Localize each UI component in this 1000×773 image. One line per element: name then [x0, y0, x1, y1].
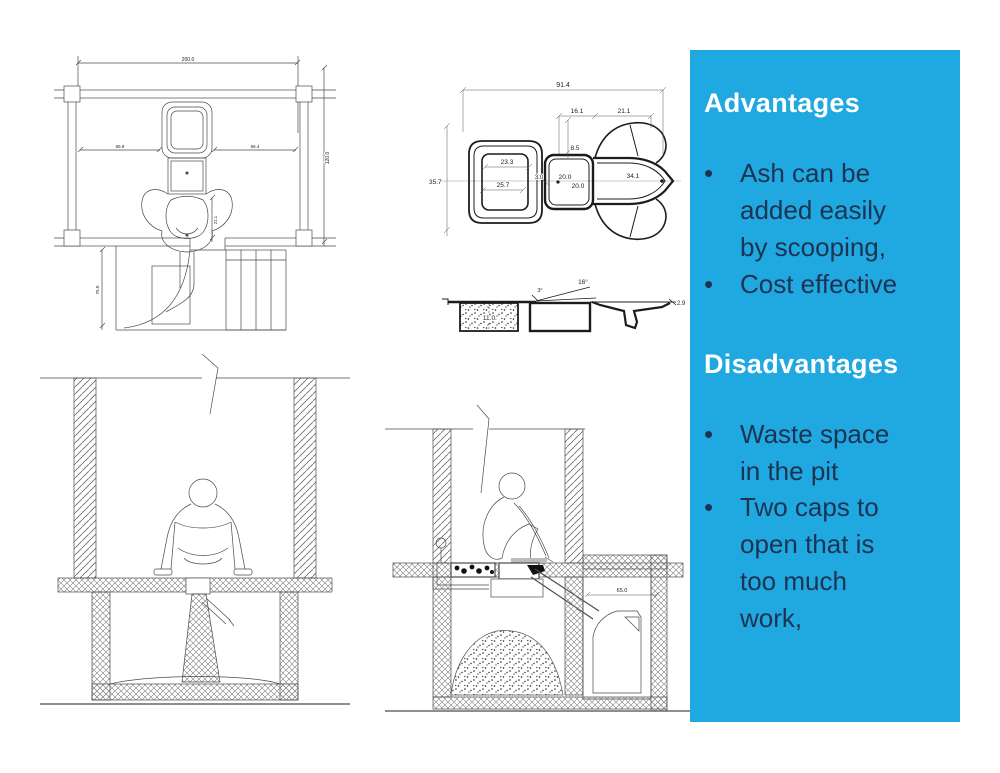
dim-pan-overall-height: 35.7: [429, 179, 442, 186]
under-slab-chamber: [491, 579, 543, 597]
disadvantages-title: Disadvantages: [704, 348, 899, 379]
dim-pan-hole-width: 20.0: [558, 174, 572, 181]
person-squatting: [483, 473, 553, 563]
dim-chamber-width: 65.0: [616, 588, 628, 594]
drop-hole-box: [530, 303, 590, 331]
pit-floor: [433, 697, 667, 709]
floorplan-drawing: [40, 38, 350, 338]
pan-profile: [592, 302, 670, 328]
advantages-panel: [690, 50, 960, 722]
dim-pan-gap: 3.0: [534, 175, 544, 181]
advantage-item-text: Cost effective: [740, 268, 898, 299]
drop-chute: [182, 594, 220, 682]
break-line: [202, 354, 218, 414]
disadvantage-item-text: Two caps to open that is too much work,: [740, 492, 879, 634]
dim-pan-hole-height: 20.0: [571, 183, 585, 190]
dim-pan-cap-height: 25.7: [496, 182, 510, 189]
list-item: [704, 416, 944, 490]
toilet-plan: [142, 102, 233, 252]
section-standing-drawing: [40, 352, 350, 720]
disadvantages-list: [704, 416, 944, 637]
dim-floorplan-door: 21.1: [213, 215, 218, 225]
person-head: [189, 479, 217, 507]
bullet-icon: •: [704, 418, 714, 449]
wall-right: [565, 429, 583, 563]
dim-section-angle: 16°: [578, 279, 588, 286]
dim-floorplan-left: 65.9: [115, 144, 125, 149]
bullet-icon: •: [704, 492, 714, 523]
advantages-list: [704, 155, 944, 303]
bullet-icon: •: [704, 158, 714, 188]
dim-pan-wing-top: 21.1: [617, 108, 631, 115]
list-item: [704, 266, 944, 303]
pan-in-slab: [186, 578, 210, 594]
dim-section-ash: 11.0: [482, 315, 496, 322]
pit-floor: [92, 684, 298, 700]
waste-mound: [451, 631, 563, 695]
wall-left: [74, 378, 96, 578]
break-line: [477, 405, 489, 493]
dim-pan-cap-width: 23.3: [500, 159, 514, 166]
dim-section-angle-small: 3°: [537, 288, 543, 294]
dim-section-lip: 2.9: [676, 301, 686, 307]
bullet-icon: •: [704, 268, 714, 299]
dim-floorplan-height: 120.0: [325, 151, 331, 165]
section-squatting-drawing: [385, 405, 690, 715]
dim-floorplan-width: 200.0: [181, 57, 195, 63]
disadvantage-item-text: Waste space in the pit: [740, 418, 890, 486]
dim-floorplan-right: 66.4: [250, 144, 260, 149]
dim-floorplan-porch: 75.0: [95, 285, 100, 295]
dim-pan-hole-top: 16.1: [570, 108, 584, 115]
dim-pan-depth: 8.5: [570, 145, 580, 152]
person-standing: [154, 479, 252, 575]
list-item: [704, 155, 944, 266]
dim-pan-overall-width: 91.4: [556, 82, 570, 89]
pan-section-drawing: [440, 272, 690, 342]
pit-divider-wall: [565, 577, 583, 695]
person-head: [499, 473, 525, 499]
dim-pan-foot-length: 34.1: [626, 173, 640, 180]
porch-and-stairs: [116, 246, 286, 330]
jerrycan: [593, 611, 641, 693]
pit-wall-left: [433, 577, 451, 697]
list-item: [704, 489, 944, 637]
advantages-title: Advantages: [704, 88, 861, 118]
pan-plan-drawing: [425, 68, 690, 263]
advantage-item-text: Ash can be added easily by scooping,: [740, 158, 886, 262]
chamber-wall-right: [651, 555, 667, 711]
wall-right: [294, 378, 316, 578]
